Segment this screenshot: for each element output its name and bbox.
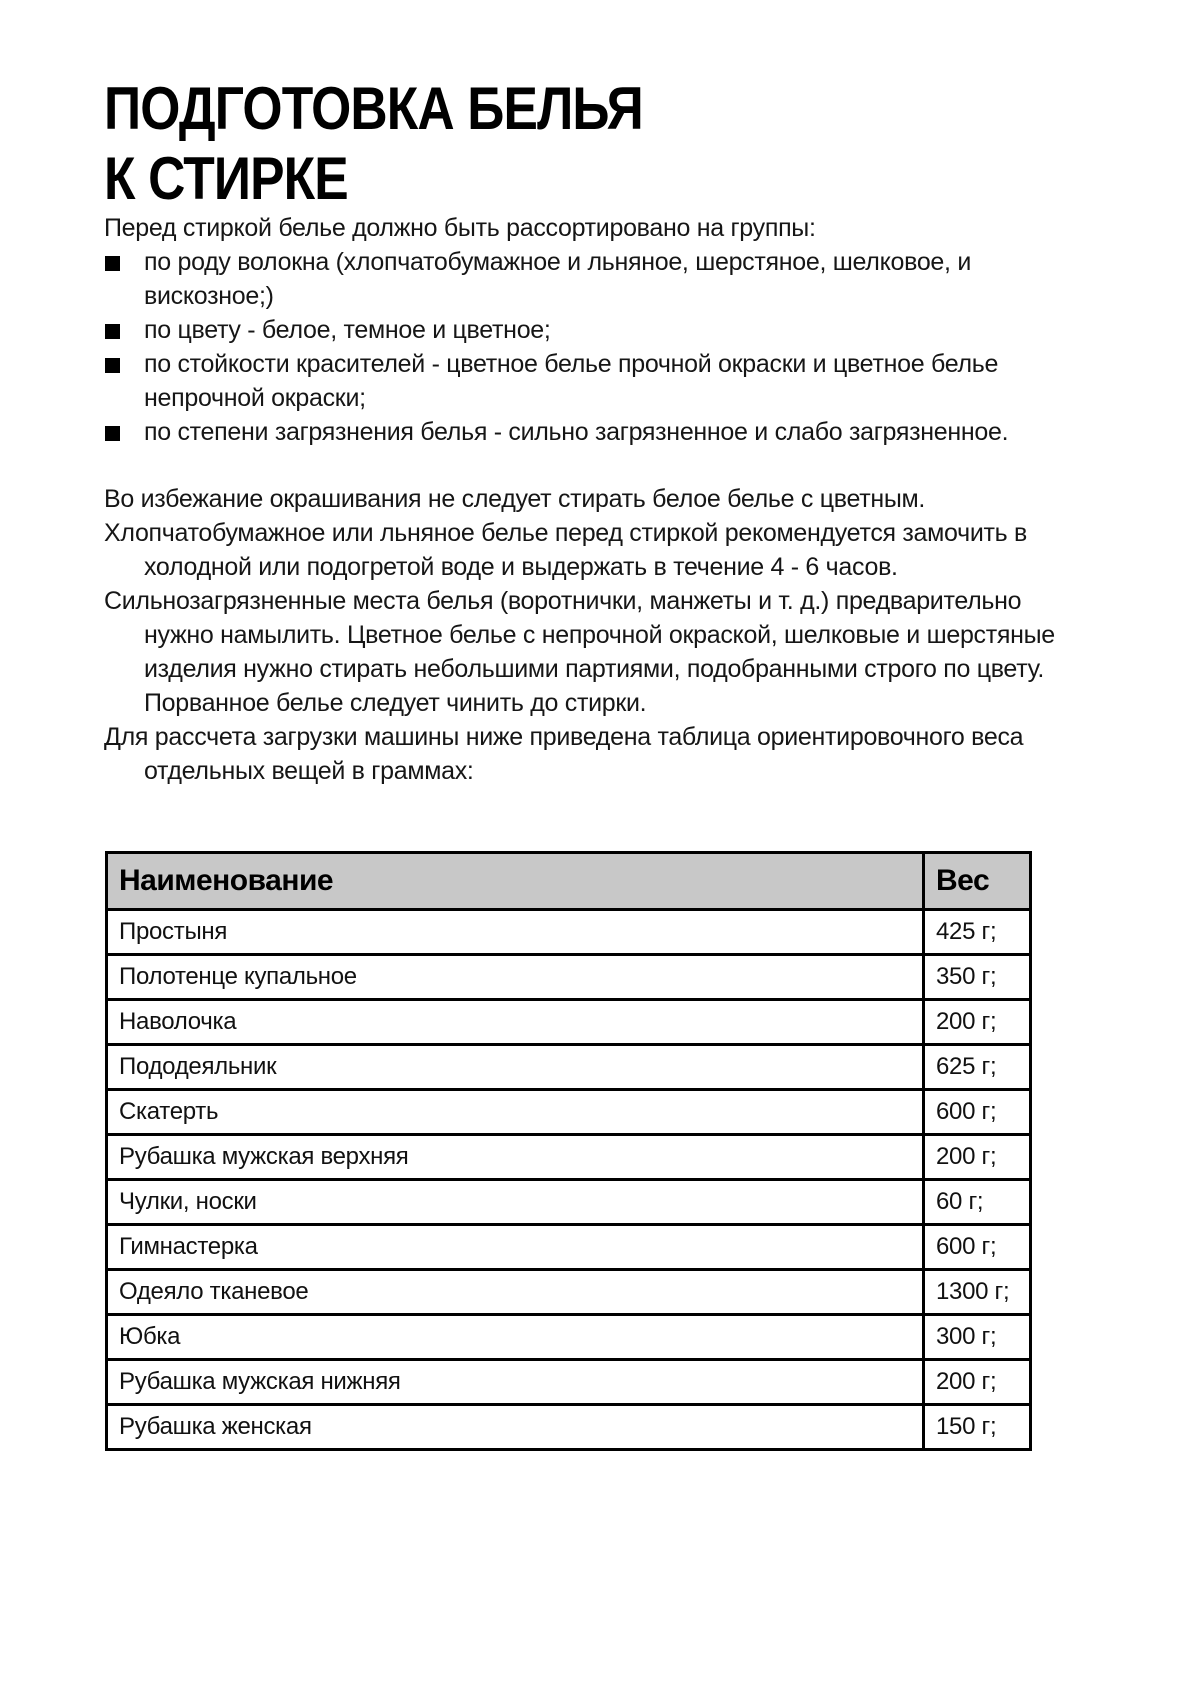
cell-name: Гимнастерка <box>107 1225 924 1270</box>
cell-weight: 150 г; <box>924 1405 1031 1450</box>
list-item <box>104 313 1064 347</box>
table-row <box>107 910 1031 955</box>
cell-weight: 600 г; <box>924 1225 1031 1270</box>
table-row <box>107 1180 1031 1225</box>
list-item-text: по степени загрязнения белья - сильно загрязненное и слабо загрязненное. <box>144 418 1009 446</box>
bullet-square-icon <box>105 358 120 373</box>
cell-weight: 200 г; <box>924 1000 1031 1045</box>
title-line-2: К СТИРКЕ <box>104 145 348 212</box>
cell-name: Простыня <box>107 910 924 955</box>
cell-weight: 600 г; <box>924 1090 1031 1135</box>
cell-name: Рубашка мужская верхняя <box>107 1135 924 1180</box>
cell-name: Наволочка <box>107 1000 924 1045</box>
paragraph-soaking: Хлопчатобумажное или льняное белье перед стиркой рекомендуется замочить в холодной или подогретой воде и выдержать в течение 4 - 6 часов. <box>104 519 1027 581</box>
cell-name: Скатерть <box>107 1090 924 1135</box>
page-title <box>104 74 643 214</box>
table-row <box>107 1135 1031 1180</box>
header-name: Наименование <box>107 853 924 910</box>
cell-weight: 300 г; <box>924 1315 1031 1360</box>
table-row <box>107 1225 1031 1270</box>
bullet-square-icon <box>105 324 120 339</box>
list-item <box>104 415 1064 449</box>
table-row <box>107 1090 1031 1135</box>
header-weight: Вес <box>924 853 1031 910</box>
cell-weight: 425 г; <box>924 910 1031 955</box>
bullet-square-icon <box>105 426 120 441</box>
list-item <box>104 245 1064 313</box>
table-row <box>107 955 1031 1000</box>
table-row <box>107 1000 1031 1045</box>
cell-name: Одеяло тканевое <box>107 1270 924 1315</box>
table-row <box>107 1405 1031 1450</box>
cell-weight: 350 г; <box>924 955 1031 1000</box>
cell-name: Полотенце купальное <box>107 955 924 1000</box>
cell-name: Юбка <box>107 1315 924 1360</box>
title-line-1: ПОДГОТОВКА БЕЛЬЯ <box>104 75 643 142</box>
cell-weight: 200 г; <box>924 1360 1031 1405</box>
table-row <box>107 1270 1031 1315</box>
cell-name: Рубашка мужская нижняя <box>107 1360 924 1405</box>
cell-name: Рубашка женская <box>107 1405 924 1450</box>
table-row <box>107 1315 1031 1360</box>
cell-name: Чулки, носки <box>107 1180 924 1225</box>
list-item-text: по роду волокна (хлопчатобумажное и льняное, шерстяное, шелковое, и вискозное;) <box>144 248 971 310</box>
table-row <box>107 1045 1031 1090</box>
weights-table <box>105 851 1032 1451</box>
paragraph-color-warning: Во избежание окрашивания не следует стирать белое белье с цветным. <box>104 485 926 513</box>
cell-weight: 625 г; <box>924 1045 1031 1090</box>
list-item <box>104 347 1064 415</box>
paragraph-table-intro: Для рассчета загрузки машины ниже приведена таблица ориентировочного веса отдельных вещей в граммах: <box>104 723 1024 785</box>
list-item-text: по стойкости красителей - цветное белье прочной окраски и цветное белье непрочной окраски; <box>144 350 999 412</box>
cell-weight: 200 г; <box>924 1135 1031 1180</box>
paragraph-stains: Сильнозагрязненные места белья (воротнички, манжеты и т. д.) предварительно нужно намылить. Цветное белье с непрочной окраской, шелковые и шерстяные изделия нужно стирать небольшими партиями, подобранными строго по цвету. Порванное белье следует чинить до стирки. <box>104 587 1055 717</box>
table-row <box>107 1360 1031 1405</box>
sorting-section <box>104 211 1064 449</box>
bullet-square-icon <box>105 256 120 271</box>
sorting-list <box>104 245 1064 449</box>
cell-name: Пододеяльник <box>107 1045 924 1090</box>
instructions-section <box>104 482 1064 788</box>
table-header-row <box>107 853 1031 910</box>
sorting-lead: Перед стиркой белье должно быть рассортировано на группы: <box>104 214 816 242</box>
list-item-text: по цвету - белое, темное и цветное; <box>144 316 551 344</box>
cell-weight: 1300 г; <box>924 1270 1031 1315</box>
cell-weight: 60 г; <box>924 1180 1031 1225</box>
